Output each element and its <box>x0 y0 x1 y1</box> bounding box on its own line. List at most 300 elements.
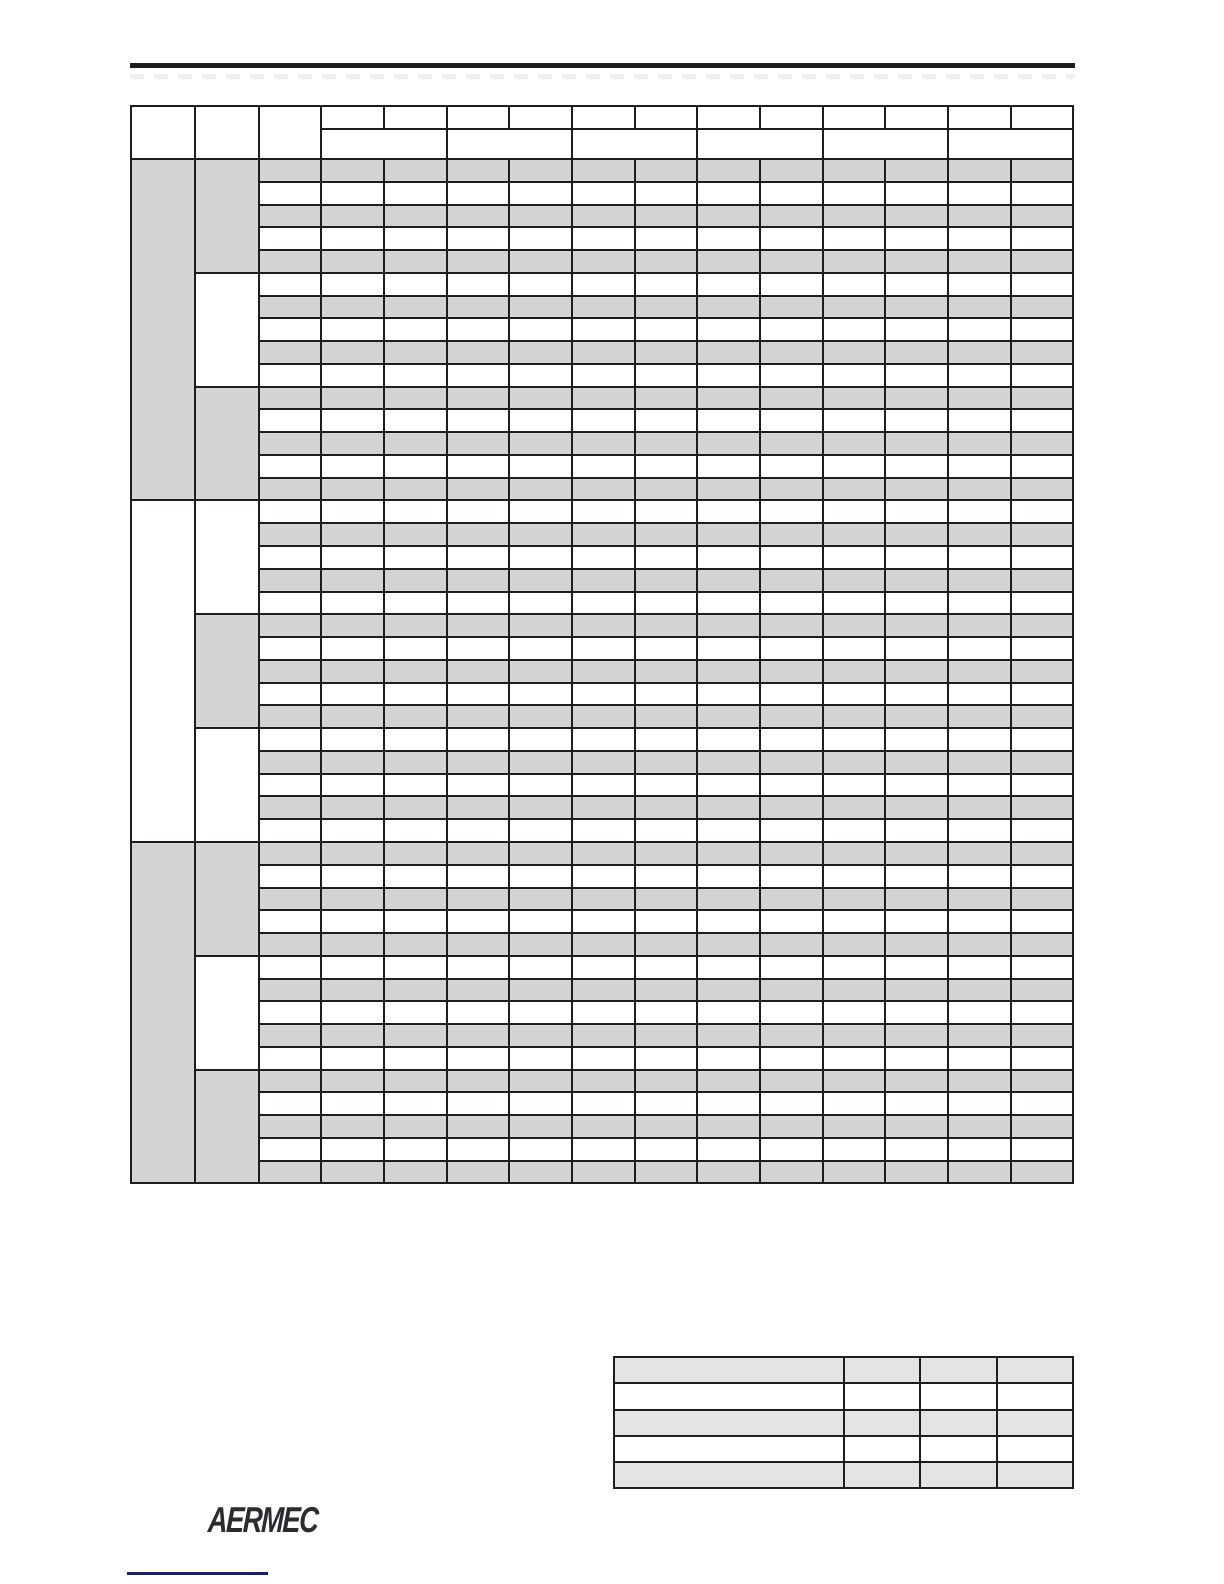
data-cell <box>885 592 948 615</box>
data-cell <box>447 159 509 182</box>
table-row <box>131 796 1073 819</box>
data-cell <box>697 250 760 273</box>
summary-cell <box>614 1410 844 1436</box>
data-cell <box>321 523 384 546</box>
data-cell <box>823 1092 885 1115</box>
data-cell <box>885 569 948 592</box>
data-cell <box>823 1138 885 1161</box>
data-cell <box>259 500 321 523</box>
data-cell <box>760 546 823 569</box>
data-cell <box>697 478 760 501</box>
data-cell <box>885 683 948 706</box>
data-cell <box>509 341 572 364</box>
data-cell <box>823 979 885 1002</box>
data-cell <box>823 1001 885 1024</box>
data-cell <box>697 933 760 956</box>
data-cell <box>572 546 635 569</box>
data-cell <box>885 614 948 637</box>
summary-row <box>614 1436 1073 1462</box>
data-cell <box>760 1092 823 1115</box>
data-cell <box>509 614 572 637</box>
data-cell <box>572 250 635 273</box>
table-row <box>131 569 1073 592</box>
data-cell <box>635 409 697 432</box>
data-cell <box>447 182 509 205</box>
data-cell <box>321 705 384 728</box>
data-cell <box>885 1024 948 1047</box>
data-cell <box>760 387 823 410</box>
header-left-col-cell <box>131 106 195 159</box>
data-cell <box>823 569 885 592</box>
table-row <box>131 683 1073 706</box>
data-cell <box>760 1161 823 1184</box>
data-cell <box>447 409 509 432</box>
data-cell <box>635 432 697 455</box>
data-cell <box>635 637 697 660</box>
data-cell <box>321 227 384 250</box>
data-cell <box>321 455 384 478</box>
summary-cell <box>614 1462 844 1488</box>
data-cell <box>697 1047 760 1070</box>
data-cell <box>635 660 697 683</box>
header-sub-col-cell <box>384 106 447 129</box>
data-cell <box>509 979 572 1002</box>
data-cell <box>321 1138 384 1161</box>
data-cell <box>259 364 321 387</box>
data-cell <box>259 774 321 797</box>
table-row <box>131 1024 1073 1047</box>
data-cell <box>760 751 823 774</box>
data-cell <box>760 455 823 478</box>
data-cell <box>635 1161 697 1184</box>
data-cell <box>509 227 572 250</box>
data-cell <box>885 273 948 296</box>
data-cell <box>635 182 697 205</box>
data-cell <box>1011 159 1073 182</box>
data-cell <box>384 728 447 751</box>
data-cell <box>384 182 447 205</box>
data-cell <box>885 1070 948 1093</box>
data-cell <box>447 227 509 250</box>
data-cell <box>1011 660 1073 683</box>
data-cell <box>885 660 948 683</box>
data-cell <box>697 1024 760 1047</box>
group-col1-cell <box>131 159 195 500</box>
data-cell <box>948 546 1011 569</box>
data-cell <box>321 979 384 1002</box>
header-sub-col-cell <box>823 106 885 129</box>
data-cell <box>1011 273 1073 296</box>
data-cell <box>1011 227 1073 250</box>
summary-cell <box>997 1462 1073 1488</box>
data-cell <box>384 409 447 432</box>
data-cell <box>697 979 760 1002</box>
header-sub-col-cell <box>321 106 384 129</box>
data-cell <box>384 751 447 774</box>
data-cell <box>885 432 948 455</box>
data-cell <box>447 341 509 364</box>
data-cell <box>447 592 509 615</box>
data-cell <box>823 1161 885 1184</box>
data-cell <box>384 227 447 250</box>
data-cell <box>885 387 948 410</box>
data-cell <box>948 592 1011 615</box>
data-cell <box>823 478 885 501</box>
data-cell <box>760 318 823 341</box>
data-cell <box>259 387 321 410</box>
data-cell <box>321 1070 384 1093</box>
data-cell <box>948 705 1011 728</box>
data-cell <box>1011 1161 1073 1184</box>
data-cell <box>572 364 635 387</box>
data-cell <box>321 1092 384 1115</box>
data-cell <box>259 728 321 751</box>
data-cell <box>572 660 635 683</box>
data-cell <box>259 910 321 933</box>
data-cell <box>321 341 384 364</box>
data-cell <box>635 956 697 979</box>
header-sub-col-cell <box>509 106 572 129</box>
data-cell <box>823 614 885 637</box>
data-cell <box>697 865 760 888</box>
data-cell <box>760 910 823 933</box>
data-cell <box>509 660 572 683</box>
data-cell <box>948 159 1011 182</box>
data-cell <box>321 273 384 296</box>
data-cell <box>572 318 635 341</box>
data-cell <box>259 1047 321 1070</box>
data-cell <box>948 1024 1011 1047</box>
data-cell <box>885 705 948 728</box>
data-cell <box>823 910 885 933</box>
table-row <box>131 888 1073 911</box>
data-cell <box>384 432 447 455</box>
data-cell <box>572 865 635 888</box>
data-cell <box>321 1001 384 1024</box>
data-cell <box>509 546 572 569</box>
data-cell <box>948 910 1011 933</box>
data-cell <box>259 637 321 660</box>
data-cell <box>697 455 760 478</box>
data-cell <box>760 956 823 979</box>
data-cell <box>259 592 321 615</box>
group-col2-cell <box>195 1070 259 1184</box>
data-cell <box>384 159 447 182</box>
data-cell <box>760 432 823 455</box>
group-col2-cell <box>195 159 259 273</box>
data-cell <box>321 205 384 228</box>
data-cell <box>1011 296 1073 319</box>
data-cell <box>1011 569 1073 592</box>
data-cell <box>1011 705 1073 728</box>
data-cell <box>572 683 635 706</box>
data-cell <box>384 1092 447 1115</box>
data-cell <box>697 523 760 546</box>
data-cell <box>697 751 760 774</box>
data-cell <box>259 182 321 205</box>
summary-cell <box>997 1383 1073 1409</box>
group-col2-cell <box>195 387 259 501</box>
data-cell <box>697 1115 760 1138</box>
table-row <box>131 250 1073 273</box>
data-cell <box>823 933 885 956</box>
data-cell <box>259 1024 321 1047</box>
data-cell <box>447 1161 509 1184</box>
data-cell <box>885 364 948 387</box>
table-row <box>131 182 1073 205</box>
data-cell <box>948 819 1011 842</box>
data-cell <box>509 432 572 455</box>
footer-underline <box>127 1572 268 1575</box>
data-cell <box>1011 979 1073 1002</box>
data-cell <box>572 478 635 501</box>
data-cell <box>509 888 572 911</box>
data-cell <box>823 1024 885 1047</box>
data-cell <box>572 751 635 774</box>
data-cell <box>259 1138 321 1161</box>
data-cell <box>259 341 321 364</box>
data-cell <box>885 455 948 478</box>
data-cell <box>635 227 697 250</box>
data-cell <box>885 523 948 546</box>
data-cell <box>635 728 697 751</box>
data-cell <box>823 364 885 387</box>
data-cell <box>823 592 885 615</box>
data-cell <box>760 728 823 751</box>
data-cell <box>259 546 321 569</box>
data-cell <box>384 1115 447 1138</box>
data-cell <box>509 1024 572 1047</box>
data-cell <box>635 273 697 296</box>
data-cell <box>509 500 572 523</box>
summary-cell <box>844 1410 920 1436</box>
data-cell <box>697 1001 760 1024</box>
data-cell <box>384 500 447 523</box>
summary-cell <box>844 1436 920 1462</box>
data-cell <box>572 796 635 819</box>
data-cell <box>321 318 384 341</box>
data-cell <box>948 455 1011 478</box>
data-cell <box>760 842 823 865</box>
group-col2-cell <box>195 842 259 956</box>
data-cell <box>447 523 509 546</box>
data-cell <box>509 250 572 273</box>
data-cell <box>321 956 384 979</box>
data-cell <box>948 569 1011 592</box>
table-row <box>131 956 1073 979</box>
data-cell <box>384 910 447 933</box>
data-cell <box>384 341 447 364</box>
data-cell <box>572 1047 635 1070</box>
data-cell <box>572 910 635 933</box>
data-cell <box>1011 842 1073 865</box>
data-cell <box>697 842 760 865</box>
data-cell <box>384 455 447 478</box>
data-cell <box>384 569 447 592</box>
data-cell <box>259 478 321 501</box>
data-cell <box>447 660 509 683</box>
data-cell <box>509 774 572 797</box>
data-cell <box>760 819 823 842</box>
data-cell <box>384 592 447 615</box>
data-cell <box>259 705 321 728</box>
data-cell <box>384 387 447 410</box>
data-cell <box>321 796 384 819</box>
data-cell <box>885 250 948 273</box>
data-cell <box>760 614 823 637</box>
data-cell <box>697 182 760 205</box>
data-cell <box>823 1115 885 1138</box>
group-col2-cell <box>195 500 259 614</box>
data-cell <box>760 1138 823 1161</box>
data-cell <box>885 546 948 569</box>
data-cell <box>321 1024 384 1047</box>
data-cell <box>948 1138 1011 1161</box>
data-cell <box>509 728 572 751</box>
data-cell <box>635 1024 697 1047</box>
group-col2-cell <box>195 956 259 1070</box>
data-cell <box>635 318 697 341</box>
data-cell <box>697 159 760 182</box>
data-cell <box>885 842 948 865</box>
data-cell <box>823 956 885 979</box>
data-cell <box>572 614 635 637</box>
data-cell <box>635 500 697 523</box>
data-cell <box>697 273 760 296</box>
data-cell <box>760 500 823 523</box>
data-cell <box>1011 546 1073 569</box>
data-cell <box>635 1047 697 1070</box>
data-cell <box>509 1047 572 1070</box>
data-cell <box>635 910 697 933</box>
data-cell <box>697 341 760 364</box>
data-cell <box>948 614 1011 637</box>
data-cell <box>760 569 823 592</box>
data-cell <box>1011 1001 1073 1024</box>
data-cell <box>885 409 948 432</box>
data-cell <box>509 1092 572 1115</box>
table-row <box>131 500 1073 523</box>
data-cell <box>885 478 948 501</box>
data-cell <box>384 819 447 842</box>
data-cell <box>447 1092 509 1115</box>
data-cell <box>1011 432 1073 455</box>
summary-row <box>614 1462 1073 1488</box>
data-cell <box>447 910 509 933</box>
data-cell <box>697 956 760 979</box>
data-cell <box>760 182 823 205</box>
data-cell <box>885 796 948 819</box>
data-cell <box>509 409 572 432</box>
data-cell <box>1011 1092 1073 1115</box>
data-cell <box>447 205 509 228</box>
data-cell <box>885 296 948 319</box>
data-cell <box>760 933 823 956</box>
data-cell <box>635 592 697 615</box>
data-cell <box>1011 455 1073 478</box>
data-cell <box>635 296 697 319</box>
header-merged-cell <box>697 129 823 159</box>
data-cell <box>823 751 885 774</box>
data-cell <box>509 318 572 341</box>
data-cell <box>823 842 885 865</box>
data-cell <box>321 774 384 797</box>
table-row <box>131 364 1073 387</box>
data-cell <box>885 1138 948 1161</box>
data-cell <box>823 182 885 205</box>
data-cell <box>321 933 384 956</box>
data-cell <box>823 409 885 432</box>
data-cell <box>1011 592 1073 615</box>
data-cell <box>885 979 948 1002</box>
data-cell <box>697 1092 760 1115</box>
faint-dotted-divider <box>130 74 1075 79</box>
data-cell <box>509 159 572 182</box>
data-cell <box>572 205 635 228</box>
data-cell <box>760 227 823 250</box>
data-cell <box>1011 796 1073 819</box>
data-cell <box>1011 819 1073 842</box>
table-row <box>131 318 1073 341</box>
data-cell <box>447 865 509 888</box>
summary-cell <box>920 1410 997 1436</box>
data-cell <box>823 819 885 842</box>
data-cell <box>885 227 948 250</box>
data-cell <box>572 774 635 797</box>
data-cell <box>509 1001 572 1024</box>
data-cell <box>572 455 635 478</box>
data-cell <box>321 387 384 410</box>
data-cell <box>259 523 321 546</box>
data-cell <box>259 1001 321 1024</box>
data-cell <box>635 205 697 228</box>
data-cell <box>572 637 635 660</box>
data-cell <box>823 637 885 660</box>
data-cell <box>572 159 635 182</box>
data-cell <box>948 182 1011 205</box>
data-cell <box>885 1115 948 1138</box>
data-cell <box>1011 910 1073 933</box>
data-cell <box>509 523 572 546</box>
data-cell <box>1011 1024 1073 1047</box>
data-cell <box>259 842 321 865</box>
data-cell <box>885 956 948 979</box>
data-cell <box>447 432 509 455</box>
data-cell <box>697 569 760 592</box>
data-cell <box>635 796 697 819</box>
data-cell <box>321 296 384 319</box>
data-cell <box>697 796 760 819</box>
data-cell <box>384 888 447 911</box>
data-cell <box>384 933 447 956</box>
data-cell <box>948 796 1011 819</box>
table-row <box>131 1161 1073 1184</box>
summary-cell <box>920 1357 997 1383</box>
data-cell <box>1011 728 1073 751</box>
data-cell <box>760 1047 823 1070</box>
data-cell <box>509 933 572 956</box>
data-cell <box>760 1001 823 1024</box>
data-cell <box>1011 478 1073 501</box>
data-cell <box>635 979 697 1002</box>
data-cell <box>823 227 885 250</box>
table-row <box>131 478 1073 501</box>
data-cell <box>572 569 635 592</box>
data-cell <box>823 159 885 182</box>
summary-cell <box>920 1462 997 1488</box>
data-cell <box>635 569 697 592</box>
data-cell <box>823 250 885 273</box>
